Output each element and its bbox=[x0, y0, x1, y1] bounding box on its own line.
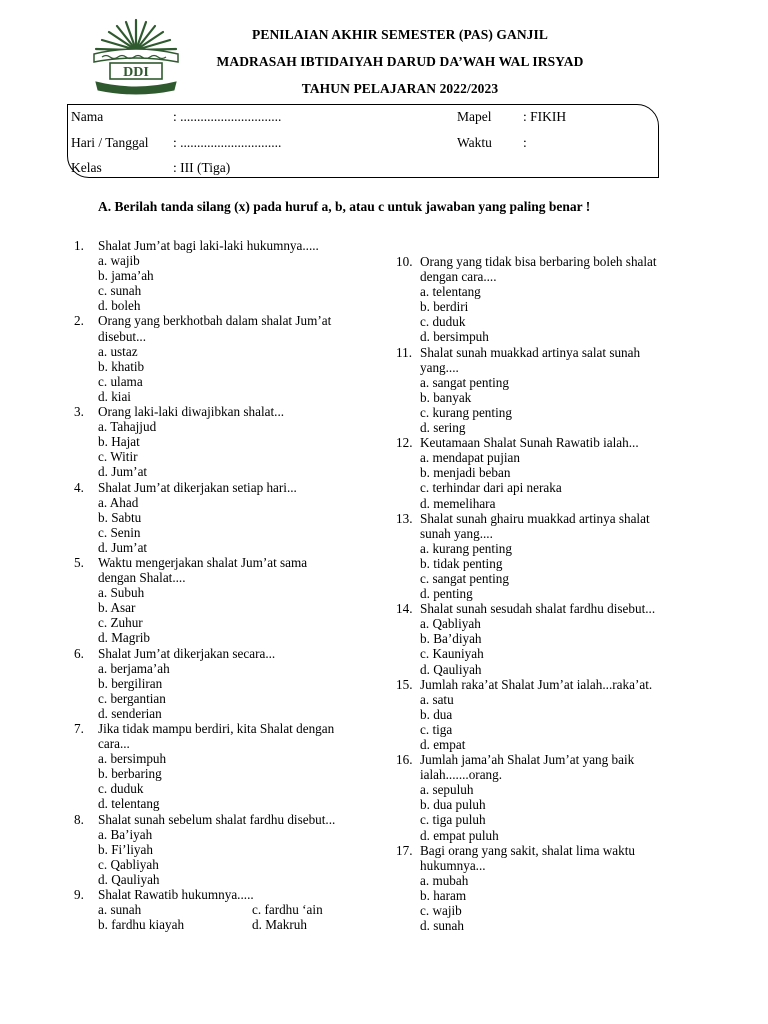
academic-year: TAHUN PELAJARAN 2022/2023 bbox=[301, 81, 499, 96]
answer-option[interactable]: b. fardhu kiayah bbox=[98, 917, 185, 933]
question-item bbox=[396, 511, 696, 602]
question-number: 17. bbox=[396, 842, 413, 858]
answer-option[interactable]: c. Qabliyah bbox=[98, 856, 159, 872]
answer-option[interactable]: d. bersimpuh bbox=[420, 329, 489, 345]
question-item bbox=[396, 254, 696, 345]
answer-options-grid bbox=[74, 902, 394, 932]
answer-option[interactable]: a. kurang penting bbox=[420, 540, 512, 556]
answer-option[interactable]: c. Witir bbox=[98, 449, 138, 465]
answer-option[interactable]: d. penting bbox=[420, 586, 473, 602]
answer-option[interactable]: d. telentang bbox=[98, 796, 160, 812]
question-item bbox=[396, 752, 696, 843]
answer-option[interactable]: d. Makruh bbox=[252, 917, 307, 933]
hari-tanggal-label: Hari / Tanggal bbox=[71, 135, 149, 150]
answer-option[interactable]: b. dua puluh bbox=[420, 797, 486, 813]
answer-option[interactable]: a. sepuluh bbox=[420, 782, 474, 798]
waktu-field[interactable]: : bbox=[523, 135, 527, 150]
question-number: 16. bbox=[396, 752, 413, 768]
answer-option[interactable]: d. sering bbox=[420, 420, 466, 436]
answer-option[interactable]: d. sunah bbox=[420, 918, 464, 934]
question-text: Bagi orang yang sakit, shalat lima waktu hukumnya... bbox=[420, 842, 635, 873]
instruction-text: A. Berilah tanda silang (x) pada huruf a, b, atau c untuk jawaban yang paling benar ! bbox=[98, 199, 591, 214]
question-item bbox=[396, 601, 696, 676]
question-number: 15. bbox=[396, 676, 413, 692]
answer-option[interactable]: b. jama’ah bbox=[98, 268, 154, 284]
answer-option[interactable]: b. tidak penting bbox=[420, 555, 503, 571]
answer-option[interactable]: d. memelihara bbox=[420, 495, 496, 511]
question-item bbox=[74, 646, 394, 721]
question-text: Orang laki-laki diwajibkan shalat... bbox=[98, 404, 285, 420]
question-text: Shalat Jum’at dikerjakan secara... bbox=[98, 645, 276, 661]
answer-option[interactable]: c. wajib bbox=[420, 903, 462, 919]
question-number: 2. bbox=[74, 313, 84, 329]
answer-option[interactable]: a. Tahajjud bbox=[98, 419, 157, 435]
nama-label: Nama bbox=[71, 109, 104, 124]
kelas-label: Kelas bbox=[71, 160, 102, 175]
exam-title: PENILAIAN AKHIR SEMESTER (PAS) GANJIL bbox=[252, 27, 548, 42]
answer-option[interactable]: d. Qauliyah bbox=[420, 661, 482, 677]
answer-option[interactable]: c. tiga bbox=[420, 721, 453, 737]
answer-option[interactable]: a. berjama’ah bbox=[98, 660, 170, 676]
answer-option[interactable]: c. sunah bbox=[98, 283, 142, 299]
answer-option[interactable]: c. duduk bbox=[98, 781, 144, 797]
answer-option[interactable]: d. Jum’at bbox=[98, 539, 148, 555]
questions-left-column bbox=[74, 238, 394, 932]
question-item bbox=[74, 313, 394, 404]
answer-option[interactable]: b. haram bbox=[420, 887, 467, 903]
answer-option[interactable]: b. Asar bbox=[98, 600, 136, 616]
question-item bbox=[396, 345, 696, 436]
kelas-value: : III (Tiga) bbox=[173, 160, 231, 175]
question-text: Orang yang tidak bisa berbaring boleh shalat dengan cara.... bbox=[420, 254, 657, 285]
question-number: 11. bbox=[396, 344, 412, 360]
question-text: Jika tidak mampu berdiri, kita Shalat dengan cara... bbox=[98, 721, 335, 752]
nama-field[interactable]: : .............................. bbox=[173, 109, 282, 124]
answer-option[interactable]: a. telentang bbox=[420, 284, 481, 300]
question-text: Shalat sunah sesudah shalat fardhu disebut... bbox=[420, 601, 656, 617]
question-item bbox=[74, 887, 394, 932]
question-item bbox=[396, 435, 696, 510]
answer-option[interactable]: c. tiga puluh bbox=[420, 812, 486, 828]
answer-option[interactable]: c. sangat penting bbox=[420, 570, 509, 586]
answer-option[interactable]: b. berbaring bbox=[98, 766, 162, 782]
answer-option[interactable]: b. Ba’diyah bbox=[420, 631, 482, 647]
answer-option[interactable]: a. Qabliyah bbox=[420, 616, 481, 632]
question-number: 3. bbox=[74, 404, 84, 420]
answer-option[interactable]: d. empat puluh bbox=[420, 827, 499, 843]
answer-option[interactable]: b. khatib bbox=[98, 358, 145, 374]
answer-option[interactable]: a. mendapat pujian bbox=[420, 450, 520, 466]
answer-option[interactable]: b. bergiliran bbox=[98, 675, 163, 691]
answer-option[interactable]: a. Ba’iyah bbox=[98, 826, 153, 842]
answer-option[interactable]: b. berdiri bbox=[420, 299, 469, 315]
answer-option[interactable]: a. ustaz bbox=[98, 343, 138, 359]
question-text: Waktu mengerjakan shalat Jum’at sama dengan Shalat.... bbox=[98, 554, 308, 586]
ddi-logo-icon bbox=[90, 16, 182, 98]
identity-box bbox=[67, 104, 659, 178]
answer-option[interactable]: d. boleh bbox=[98, 298, 141, 314]
question-number: 4. bbox=[74, 479, 84, 495]
answer-option[interactable]: d. Qauliyah bbox=[98, 871, 160, 887]
answer-option[interactable]: b. menjadi beban bbox=[420, 465, 511, 481]
question-number: 5. bbox=[74, 554, 84, 570]
answer-option[interactable]: a. mubah bbox=[420, 872, 469, 888]
question-item bbox=[74, 480, 394, 555]
question-text: Shalat Rawatib hukumnya..... bbox=[98, 887, 254, 903]
answer-option[interactable]: d. senderian bbox=[98, 705, 162, 721]
question-number: 14. bbox=[396, 601, 413, 617]
answer-option[interactable]: c. Zuhur bbox=[98, 615, 143, 631]
answer-option[interactable]: d. Magrib bbox=[98, 630, 151, 646]
answer-option[interactable]: c. ulama bbox=[98, 373, 143, 389]
waktu-label: Waktu bbox=[457, 135, 492, 150]
question-number: 8. bbox=[74, 811, 84, 827]
question-text: Shalat sunah ghairu muakkad artinya shalat sunah yang.... bbox=[420, 510, 650, 541]
header-titles bbox=[180, 28, 620, 96]
answer-option[interactable]: d. Jum’at bbox=[98, 464, 148, 480]
question-item bbox=[74, 238, 394, 313]
question-text: Shalat sunah muakkad artinya salat sunah yang.... bbox=[420, 344, 641, 375]
answer-option[interactable]: c. Senin bbox=[98, 524, 141, 540]
question-item bbox=[396, 843, 696, 934]
question-number: 7. bbox=[74, 721, 84, 736]
answer-option[interactable]: b. dua bbox=[420, 706, 453, 722]
column-spacer bbox=[396, 238, 696, 254]
answer-option[interactable]: c. kurang penting bbox=[420, 404, 512, 420]
hari-tanggal-field[interactable]: : .............................. bbox=[173, 135, 282, 150]
answer-option[interactable]: b. Fi’liyah bbox=[98, 841, 153, 857]
question-text: Jumlah raka’at Shalat Jum’at ialah...raka’at. bbox=[420, 676, 653, 692]
answer-option[interactable]: a. Ahad bbox=[98, 494, 139, 510]
answer-option[interactable]: a. bersimpuh bbox=[98, 751, 167, 767]
answer-option[interactable]: a. satu bbox=[420, 691, 454, 707]
answer-option[interactable]: c. duduk bbox=[420, 314, 466, 330]
answer-option[interactable]: a. sunah bbox=[98, 902, 142, 918]
question-item bbox=[74, 812, 394, 887]
questions-right-column bbox=[396, 238, 696, 933]
question-number: 10. bbox=[396, 254, 413, 269]
answer-option[interactable]: c. Kauniyah bbox=[420, 646, 484, 662]
answer-option[interactable]: a. sangat penting bbox=[420, 374, 509, 390]
question-item bbox=[396, 677, 696, 752]
question-number: 1. bbox=[74, 238, 84, 253]
question-text: Shalat Jum’at dikerjakan setiap hari... bbox=[98, 479, 297, 495]
answer-option[interactable]: c. bergantian bbox=[98, 690, 166, 706]
question-number: 6. bbox=[74, 645, 84, 661]
question-number: 9. bbox=[74, 887, 84, 903]
logo-text: DDI bbox=[123, 65, 149, 80]
question-text: Shalat Jum’at bagi laki-laki hukumnya..... bbox=[98, 238, 319, 253]
answer-option[interactable]: b. Hajat bbox=[98, 434, 140, 450]
mapel-value: : FIKIH bbox=[523, 109, 567, 124]
answer-option[interactable]: d. kiai bbox=[98, 388, 131, 404]
question-item bbox=[74, 404, 394, 479]
question-text: Keutamaan Shalat Sunah Rawatib ialah... bbox=[420, 435, 639, 451]
question-item bbox=[74, 721, 394, 812]
question-number: 13. bbox=[396, 510, 413, 526]
question-number: 12. bbox=[396, 435, 413, 451]
question-text: Shalat sunah sebelum shalat fardhu disebut... bbox=[98, 811, 336, 827]
school-name: MADRASAH IBTIDAIYAH DARUD DA’WAH WAL IRSYAD bbox=[216, 54, 584, 69]
question-text: Jumlah jama’ah Shalat Jum’at yang baik ialah.......orang. bbox=[420, 752, 635, 783]
answer-option[interactable]: c. terhindar dari api neraka bbox=[420, 480, 562, 496]
answer-option[interactable]: b. banyak bbox=[420, 389, 472, 405]
answer-option[interactable]: b. Sabtu bbox=[98, 509, 142, 525]
answer-option[interactable]: d. empat bbox=[420, 737, 466, 752]
answer-option[interactable]: a. Subuh bbox=[98, 585, 145, 601]
mapel-label: Mapel bbox=[457, 109, 492, 124]
answer-option[interactable]: a. wajib bbox=[98, 253, 140, 269]
question-item bbox=[74, 555, 394, 646]
answer-option[interactable]: c. fardhu ‘ain bbox=[252, 902, 323, 918]
question-text: Orang yang berkhotbah dalam shalat Jum’at disebut... bbox=[98, 313, 332, 344]
